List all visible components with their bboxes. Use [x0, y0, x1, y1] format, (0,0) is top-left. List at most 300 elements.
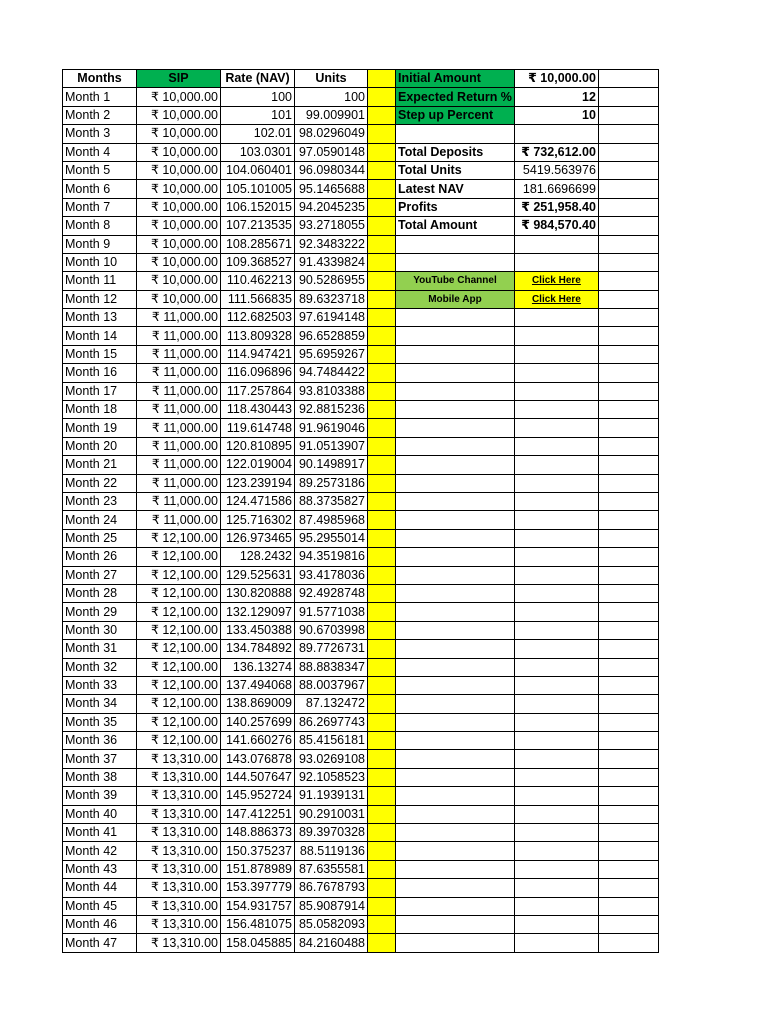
sip-header: SIP	[137, 70, 221, 88]
rate-cell[interactable]: 108.285671	[221, 235, 295, 253]
month-cell: Month 16	[63, 364, 137, 382]
units-cell[interactable]: 88.3735827	[295, 492, 368, 510]
sip-cell[interactable]: ₹ 11,000.00	[137, 345, 221, 363]
rate-cell[interactable]: 106.152015	[221, 198, 295, 216]
sip-cell[interactable]: ₹ 10,000.00	[137, 106, 221, 124]
empty-cell	[598, 143, 658, 161]
units-cell[interactable]: 97.6194148	[295, 309, 368, 327]
rate-cell[interactable]: 107.213535	[221, 217, 295, 235]
yellow-spacer	[368, 787, 396, 805]
rate-cell[interactable]: 116.096896	[221, 364, 295, 382]
rate-cell[interactable]: 103.0301	[221, 143, 295, 161]
sip-cell[interactable]: ₹ 13,310.00	[137, 897, 221, 915]
units-cell[interactable]: 86.7678793	[295, 879, 368, 897]
yellow-spacer	[368, 125, 396, 143]
sip-cell[interactable]: ₹ 12,100.00	[137, 603, 221, 621]
units-cell[interactable]: 89.2573186	[295, 474, 368, 492]
sip-cell[interactable]: ₹ 10,000.00	[137, 272, 221, 290]
table-row	[63, 842, 659, 860]
table-row	[63, 824, 659, 842]
units-cell[interactable]: 85.9087914	[295, 897, 368, 915]
empty-cell	[598, 805, 658, 823]
rate-cell[interactable]: 133.450388	[221, 621, 295, 639]
initial-amount-label: Initial Amount	[396, 70, 515, 88]
units-cell[interactable]: 96.6528859	[295, 327, 368, 345]
yellow-spacer	[368, 198, 396, 216]
empty-cell	[514, 437, 598, 455]
yellow-spacer	[368, 290, 396, 308]
empty-cell	[514, 364, 598, 382]
rate-cell[interactable]: 150.375237	[221, 842, 295, 860]
month-cell: Month 39	[63, 787, 137, 805]
rate-cell[interactable]: 145.952724	[221, 787, 295, 805]
yellow-spacer	[368, 345, 396, 363]
units-cell[interactable]: 89.6323718	[295, 290, 368, 308]
sip-cell[interactable]: ₹ 11,000.00	[137, 492, 221, 510]
units-cell[interactable]: 92.4928748	[295, 584, 368, 602]
expected-return-label: Expected Return %	[396, 88, 515, 106]
rate-cell[interactable]: 138.869009	[221, 695, 295, 713]
rate-cell[interactable]: 132.129097	[221, 603, 295, 621]
empty-cell	[598, 125, 658, 143]
empty-cell	[598, 180, 658, 198]
rate-cell[interactable]: 109.368527	[221, 253, 295, 271]
yellow-spacer	[368, 161, 396, 179]
empty-cell	[514, 640, 598, 658]
rate-cell[interactable]: 117.257864	[221, 382, 295, 400]
units-cell[interactable]: 86.2697743	[295, 713, 368, 731]
step-up-value[interactable]: 10	[514, 106, 598, 124]
sip-cell[interactable]: ₹ 10,000.00	[137, 290, 221, 308]
mobile-app-button[interactable]: Mobile App	[396, 290, 515, 308]
month-cell: Month 22	[63, 474, 137, 492]
empty-cell	[514, 235, 598, 253]
sip-cell[interactable]: ₹ 11,000.00	[137, 327, 221, 345]
sip-cell[interactable]: ₹ 10,000.00	[137, 253, 221, 271]
rate-cell[interactable]: 137.494068	[221, 676, 295, 694]
empty-cell	[598, 492, 658, 510]
sip-cell[interactable]: ₹ 13,310.00	[137, 842, 221, 860]
rate-cell[interactable]: 123.239194	[221, 474, 295, 492]
table-row	[63, 401, 659, 419]
rate-cell[interactable]: 154.931757	[221, 897, 295, 915]
empty-cell	[598, 198, 658, 216]
sip-cell[interactable]: ₹ 13,310.00	[137, 824, 221, 842]
profits-label: Profits	[396, 198, 515, 216]
sip-cell[interactable]: ₹ 13,310.00	[137, 879, 221, 897]
table-row	[63, 382, 659, 400]
sip-cell[interactable]: ₹ 10,000.00	[137, 180, 221, 198]
sip-cell[interactable]: ₹ 13,310.00	[137, 934, 221, 952]
rate-cell[interactable]: 110.462213	[221, 272, 295, 290]
sip-cell[interactable]: ₹ 11,000.00	[137, 511, 221, 529]
yellow-spacer	[368, 676, 396, 694]
table-row	[63, 879, 659, 897]
empty-cell	[514, 842, 598, 860]
rate-cell[interactable]: 102.01	[221, 125, 295, 143]
empty-cell	[514, 529, 598, 547]
empty-cell	[514, 768, 598, 786]
empty-cell	[514, 824, 598, 842]
units-cell[interactable]: 93.2718055	[295, 217, 368, 235]
table-row	[63, 143, 659, 161]
sip-cell[interactable]: ₹ 12,100.00	[137, 732, 221, 750]
month-cell: Month 33	[63, 676, 137, 694]
table-row	[63, 566, 659, 584]
yellow-spacer	[368, 235, 396, 253]
profits-value: ₹ 251,958.40	[514, 198, 598, 216]
units-cell[interactable]: 94.3519816	[295, 548, 368, 566]
yellow-spacer	[368, 437, 396, 455]
month-cell: Month 8	[63, 217, 137, 235]
empty-cell	[396, 787, 515, 805]
month-cell: Month 28	[63, 584, 137, 602]
yellow-spacer	[368, 327, 396, 345]
empty-cell	[514, 860, 598, 878]
sip-cell[interactable]: ₹ 12,100.00	[137, 548, 221, 566]
empty-cell	[396, 860, 515, 878]
empty-cell	[514, 309, 598, 327]
yellow-spacer	[368, 897, 396, 915]
rate-cell[interactable]: 140.257699	[221, 713, 295, 731]
yellow-spacer	[368, 805, 396, 823]
empty-cell	[598, 732, 658, 750]
youtube-channel-button[interactable]: YouTube Channel	[396, 272, 515, 290]
units-cell[interactable]: 87.4985968	[295, 511, 368, 529]
empty-cell	[598, 161, 658, 179]
units-cell[interactable]: 92.8815236	[295, 401, 368, 419]
empty-cell	[598, 621, 658, 639]
units-header: Units	[295, 70, 368, 88]
empty-cell	[514, 474, 598, 492]
rate-cell[interactable]: 104.060401	[221, 161, 295, 179]
empty-cell	[396, 382, 515, 400]
month-cell: Month 29	[63, 603, 137, 621]
yellow-spacer	[368, 143, 396, 161]
sip-cell[interactable]: ₹ 11,000.00	[137, 401, 221, 419]
units-cell[interactable]: 98.0296049	[295, 125, 368, 143]
sip-cell[interactable]: ₹ 11,000.00	[137, 437, 221, 455]
latest-nav-label: Latest NAV	[396, 180, 515, 198]
table-row	[63, 511, 659, 529]
sip-cell[interactable]: ₹ 13,310.00	[137, 805, 221, 823]
empty-cell	[396, 658, 515, 676]
yellow-spacer	[368, 713, 396, 731]
yellow-spacer	[368, 401, 396, 419]
sip-cell[interactable]: ₹ 11,000.00	[137, 456, 221, 474]
empty-cell	[396, 584, 515, 602]
empty-cell	[598, 456, 658, 474]
table-row	[63, 272, 659, 290]
rate-cell[interactable]: 122.019004	[221, 456, 295, 474]
sip-cell[interactable]: ₹ 12,100.00	[137, 566, 221, 584]
sip-cell[interactable]: ₹ 10,000.00	[137, 235, 221, 253]
table-row	[63, 732, 659, 750]
empty-cell	[514, 419, 598, 437]
units-cell[interactable]: 94.7484422	[295, 364, 368, 382]
month-cell: Month 1	[63, 88, 137, 106]
units-cell[interactable]: 89.7726731	[295, 640, 368, 658]
sip-cell[interactable]: ₹ 13,310.00	[137, 787, 221, 805]
rate-cell[interactable]: 120.810895	[221, 437, 295, 455]
rate-cell[interactable]: 147.412251	[221, 805, 295, 823]
rate-cell[interactable]: 125.716302	[221, 511, 295, 529]
empty-cell	[598, 897, 658, 915]
youtube-click-here-link[interactable]: Click Here	[514, 272, 598, 290]
empty-cell	[514, 934, 598, 952]
empty-cell	[396, 842, 515, 860]
sip-cell[interactable]: ₹ 13,310.00	[137, 860, 221, 878]
units-cell[interactable]: 87.6355581	[295, 860, 368, 878]
empty-cell	[514, 621, 598, 639]
sip-cell[interactable]: ₹ 10,000.00	[137, 161, 221, 179]
empty-cell	[514, 327, 598, 345]
initial-amount-value[interactable]: ₹ 10,000.00	[514, 70, 598, 88]
empty-cell	[396, 437, 515, 455]
month-cell: Month 42	[63, 842, 137, 860]
units-cell[interactable]: 84.2160488	[295, 934, 368, 952]
sip-cell[interactable]: ₹ 11,000.00	[137, 474, 221, 492]
sip-cell[interactable]: ₹ 11,000.00	[137, 382, 221, 400]
rate-cell[interactable]: 141.660276	[221, 732, 295, 750]
empty-cell	[598, 842, 658, 860]
table-row	[63, 437, 659, 455]
table-row	[63, 106, 659, 124]
empty-cell	[514, 603, 598, 621]
rate-cell[interactable]: 126.973465	[221, 529, 295, 547]
sip-cell[interactable]: ₹ 12,100.00	[137, 584, 221, 602]
units-cell[interactable]: 91.0513907	[295, 437, 368, 455]
yellow-spacer	[368, 474, 396, 492]
sip-cell[interactable]: ₹ 12,100.00	[137, 695, 221, 713]
units-cell[interactable]: 95.1465688	[295, 180, 368, 198]
rate-cell[interactable]: 105.101005	[221, 180, 295, 198]
table-row	[63, 364, 659, 382]
sip-cell[interactable]: ₹ 10,000.00	[137, 125, 221, 143]
month-cell: Month 10	[63, 253, 137, 271]
empty-cell	[396, 548, 515, 566]
month-cell: Month 45	[63, 897, 137, 915]
units-cell[interactable]: 97.0590148	[295, 143, 368, 161]
rate-header: Rate (NAV)	[221, 70, 295, 88]
month-cell: Month 21	[63, 456, 137, 474]
rate-cell[interactable]: 119.614748	[221, 419, 295, 437]
empty-cell	[598, 419, 658, 437]
empty-cell	[514, 456, 598, 474]
month-cell: Month 23	[63, 492, 137, 510]
sip-cell[interactable]: ₹ 12,100.00	[137, 640, 221, 658]
units-cell[interactable]: 96.0980344	[295, 161, 368, 179]
yellow-spacer	[368, 658, 396, 676]
month-cell: Month 3	[63, 125, 137, 143]
units-cell[interactable]: 92.1058523	[295, 768, 368, 786]
rate-cell[interactable]: 128.2432	[221, 548, 295, 566]
table-row	[63, 621, 659, 639]
rate-cell[interactable]: 113.809328	[221, 327, 295, 345]
units-cell[interactable]: 93.8103388	[295, 382, 368, 400]
rate-cell[interactable]: 134.784892	[221, 640, 295, 658]
units-cell[interactable]: 88.5119136	[295, 842, 368, 860]
rate-cell[interactable]: 124.471586	[221, 492, 295, 510]
units-cell[interactable]: 99.009901	[295, 106, 368, 124]
empty-cell	[598, 658, 658, 676]
units-cell[interactable]: 90.6703998	[295, 621, 368, 639]
units-cell[interactable]: 93.4178036	[295, 566, 368, 584]
units-cell[interactable]: 85.4156181	[295, 732, 368, 750]
empty-cell	[514, 382, 598, 400]
units-cell[interactable]: 87.132472	[295, 695, 368, 713]
total-amount-value: ₹ 984,570.40	[514, 217, 598, 235]
sip-cell[interactable]: ₹ 12,100.00	[137, 621, 221, 639]
month-cell: Month 20	[63, 437, 137, 455]
empty-cell	[598, 88, 658, 106]
empty-cell	[514, 732, 598, 750]
mobile-click-here-link[interactable]: Click Here	[514, 290, 598, 308]
empty-cell	[396, 253, 515, 271]
yellow-spacer	[368, 915, 396, 933]
rate-cell[interactable]: 118.430443	[221, 401, 295, 419]
rate-cell[interactable]: 100	[221, 88, 295, 106]
empty-cell	[598, 345, 658, 363]
rate-cell[interactable]: 111.566835	[221, 290, 295, 308]
month-cell: Month 15	[63, 345, 137, 363]
empty-cell	[396, 732, 515, 750]
empty-cell	[598, 529, 658, 547]
table-row	[63, 713, 659, 731]
rate-cell[interactable]: 130.820888	[221, 584, 295, 602]
sip-cell[interactable]: ₹ 13,310.00	[137, 750, 221, 768]
units-cell[interactable]: 85.0582093	[295, 915, 368, 933]
rate-cell[interactable]: 136.13274	[221, 658, 295, 676]
rate-cell[interactable]: 156.481075	[221, 915, 295, 933]
yellow-spacer	[368, 456, 396, 474]
table-row	[63, 584, 659, 602]
sip-cell[interactable]: ₹ 11,000.00	[137, 419, 221, 437]
rate-cell[interactable]: 129.525631	[221, 566, 295, 584]
empty-cell	[514, 787, 598, 805]
units-cell[interactable]: 89.3970328	[295, 824, 368, 842]
sip-cell[interactable]: ₹ 10,000.00	[137, 217, 221, 235]
table-row	[63, 548, 659, 566]
table-row	[63, 309, 659, 327]
month-cell: Month 11	[63, 272, 137, 290]
rate-cell[interactable]: 158.045885	[221, 934, 295, 952]
yellow-spacer	[368, 934, 396, 952]
empty-cell	[396, 713, 515, 731]
empty-cell	[598, 915, 658, 933]
month-cell: Month 4	[63, 143, 137, 161]
units-cell[interactable]: 91.5771038	[295, 603, 368, 621]
month-cell: Month 37	[63, 750, 137, 768]
month-cell: Month 6	[63, 180, 137, 198]
empty-cell	[598, 879, 658, 897]
yellow-spacer	[368, 419, 396, 437]
rate-cell[interactable]: 151.878989	[221, 860, 295, 878]
rate-cell[interactable]: 144.507647	[221, 768, 295, 786]
units-cell[interactable]: 95.2955014	[295, 529, 368, 547]
sip-cell[interactable]: ₹ 10,000.00	[137, 198, 221, 216]
rate-cell[interactable]: 153.397779	[221, 879, 295, 897]
rate-cell[interactable]: 148.886373	[221, 824, 295, 842]
units-cell[interactable]: 95.6959267	[295, 345, 368, 363]
units-cell[interactable]: 88.8838347	[295, 658, 368, 676]
empty-cell	[598, 676, 658, 694]
empty-cell	[598, 272, 658, 290]
units-cell[interactable]: 93.0269108	[295, 750, 368, 768]
units-cell[interactable]: 90.2910031	[295, 805, 368, 823]
yellow-spacer	[368, 640, 396, 658]
yellow-spacer	[368, 768, 396, 786]
sip-cell[interactable]: ₹ 13,310.00	[137, 768, 221, 786]
total-deposits-label: Total Deposits	[396, 143, 515, 161]
units-cell[interactable]: 91.4339824	[295, 253, 368, 271]
units-cell[interactable]: 100	[295, 88, 368, 106]
units-cell[interactable]: 94.2045235	[295, 198, 368, 216]
table-row	[63, 492, 659, 510]
table-row	[63, 676, 659, 694]
empty-cell	[598, 713, 658, 731]
units-cell[interactable]: 91.9619046	[295, 419, 368, 437]
units-cell[interactable]: 92.3483222	[295, 235, 368, 253]
empty-cell	[598, 548, 658, 566]
yellow-spacer	[368, 566, 396, 584]
units-cell[interactable]: 88.0037967	[295, 676, 368, 694]
sip-cell[interactable]: ₹ 10,000.00	[137, 143, 221, 161]
empty-cell	[514, 676, 598, 694]
rate-cell[interactable]: 101	[221, 106, 295, 124]
empty-cell	[396, 125, 515, 143]
month-cell: Month 34	[63, 695, 137, 713]
units-cell[interactable]: 91.1939131	[295, 787, 368, 805]
sip-cell[interactable]: ₹ 12,100.00	[137, 713, 221, 731]
month-cell: Month 18	[63, 401, 137, 419]
rate-cell[interactable]: 143.076878	[221, 750, 295, 768]
table-row	[63, 603, 659, 621]
month-cell: Month 44	[63, 879, 137, 897]
months-header: Months	[63, 70, 137, 88]
sip-cell[interactable]: ₹ 12,100.00	[137, 529, 221, 547]
empty-cell	[598, 327, 658, 345]
header-row	[63, 70, 659, 88]
sip-cell[interactable]: ₹ 11,000.00	[137, 364, 221, 382]
empty-cell	[598, 860, 658, 878]
rate-cell[interactable]: 114.947421	[221, 345, 295, 363]
empty-cell	[514, 805, 598, 823]
sip-cell[interactable]: ₹ 12,100.00	[137, 658, 221, 676]
empty-cell	[514, 713, 598, 731]
month-cell: Month 25	[63, 529, 137, 547]
yellow-spacer	[368, 180, 396, 198]
table-row	[63, 217, 659, 235]
sip-cell[interactable]: ₹ 10,000.00	[137, 88, 221, 106]
yellow-spacer	[368, 842, 396, 860]
empty-cell	[598, 787, 658, 805]
table-row	[63, 456, 659, 474]
rate-cell[interactable]: 112.682503	[221, 309, 295, 327]
empty-cell	[396, 309, 515, 327]
sip-cell[interactable]: ₹ 12,100.00	[137, 676, 221, 694]
empty-cell	[396, 934, 515, 952]
empty-cell	[598, 364, 658, 382]
empty-cell	[598, 290, 658, 308]
expected-return-value[interactable]: 12	[514, 88, 598, 106]
month-cell: Month 36	[63, 732, 137, 750]
sip-cell[interactable]: ₹ 13,310.00	[137, 915, 221, 933]
month-cell: Month 9	[63, 235, 137, 253]
units-cell[interactable]: 90.5286955	[295, 272, 368, 290]
units-cell[interactable]: 90.1498917	[295, 456, 368, 474]
sip-cell[interactable]: ₹ 11,000.00	[137, 309, 221, 327]
